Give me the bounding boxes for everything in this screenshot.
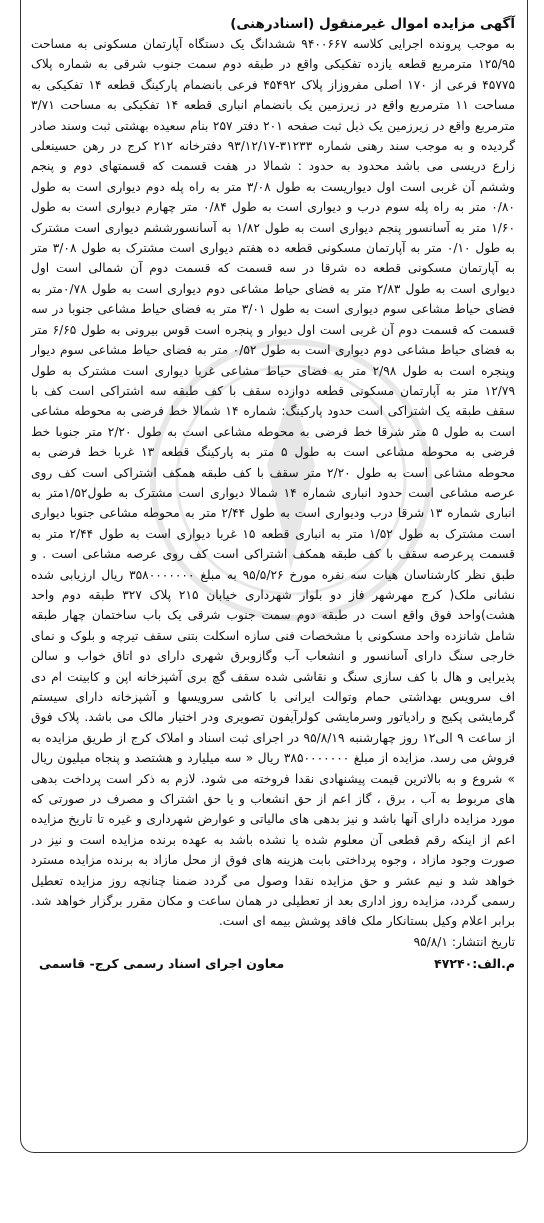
- notice-body: به موجب پرونده اجرایی کلاسه ۹۴۰۰۶۶۷ ششدانگ یک دستگاه آپارتمان مسکونی به مساحت ۱۲۵/۹۵ مترمربع قطعه یازده تفکیکی واقع در طبقه دوم سمت جنوب شرقی به شماره پلاک ۴۵۷۷۵ فرعی از ۱۷۰ اصلی مفروزاز پلاک ۴۵۴۹۲ فرعی بانضمام پارکینگ قطعه ۱۴ تفکیکی به مساحت ۱۱ مترمربع واقع در زیرزمین یک بانضمام انباری قطعه ۱۴ تفکیکی به مساحت ۳/۷۱ مترمربع واقع در زیرزمین یک ذیل ثبت صفحه ۲۰۱ دفتر ۲۵۷ بنام سعیده بهشتی ثبت وسند صادر گردیده و به موجب سند رهنی شماره ۳۱۲۳۳-۹۳/۱۲/۱۷ دفترخانه ۲۱۲ کرج در رهن حسینعلی زارع دریسی می باشد محدود به حدود : شمالا در هفت قسمت که قسمتهای دوم و پنجم وششم آن غربی است اول دیواریست به طول ۳/۰۸ متر به راه پله دوم دیواری است به طول ۰/۸۰ متر به راه پله سوم درب و دیواری است به طول ۰/۸۴ متر چهارم دیواری است به طول ۱/۶۰ متر به آسانسور پنجم دیواری است به طول ۱/۸۲ به آسانسورششم دیواری است مشترک به طول ۰/۱۰ متر به آپارتمان مسکونی قطعه ده هفتم دیواری است مشترک به طول ۳/۰۸ متر به آپارتمان مسکونی قطعه ده شرقا در سه قسمت که قسمت دوم آن شمالی است اول دیواری است به طول ۲/۸۳ متر به فضای حیاط مشاعی دوم دیواری است به طول ۰/۷۸متر به فضای حیاط مشاعی سوم دیواری است به طول ۳/۰۱ متر به فضای حیاط مشاعی جنوبا در سه قسمت که قسمت دوم آن غربی است اول دیوار و پنجره است قوس بیرونی به طول ۶/۶۵ متر به فضای حیاط مشاعی دوم دیواری است به طول ۰/۵۲ متر به فضای حیاط مشاعی سوم دیوار وپنجره است به طول ۲/۹۸ متر به فضای حیاط مشاعی غربا دیواری است مشترک به طول ۱۲/۷۹ متر به آپارتمان مسکونی قطعه دوازده سقف با کف طبقه سه اشتراکی است کف با سقف طبقه یک اشتراکی است حدود پارکینگ: شماره ۱۴ شمالا خط فرضی به محوطه مشاعی است به طول ۵ متر شرقا خط فرضی به محوطه مشاعی است به طول ۲/۲۰ متر جنوبا خط فرضی به محوطه مشاعی است به طول ۵ متر به پارکینگ قطعه ۱۳ غربا خط فرضی به محوطه مشاعی است به طول ۲/۲۰ متر سقف با کف طبقه همکف اشتراکی است کف روی عرصه مشاعی است حدود انباری شماره ۱۴ شمالا دیواری است مشترک به طول۱/۵۲متر به انباری شماره ۱۳ شرقا درب ودیواری است به طول ۲/۴۴ متر به محوطه مشاعی جنوبا دیواری است مشترک به طول ۱/۵۲ متر به انباری قطعه ۱۵ غربا دیواری است به طول ۲/۴۴ متر به قسمت پرعرصه سقف با کف طبقه همکف اشتراکی است کف روی عرصه مشاعی است . و طبق نظر کارشناسان هیات سه نفره مورخ ۹۵/۵/۲۶ به مبلغ ۳۵۸۰۰۰۰۰۰۰ ریال ارزیابی شده نشانی ملک( کرج مهرشهر فاز دو بلوار شهرداری خیابان ۲۱۵ پلاک ۳۲۷ طبقه دوم واحد هشت)واحد فوق واقع است در طبقه دوم سمت جنوب شرقی یک باب ساختمان چهار طبقه شامل شانزده واحد مسکونی با مشخصات فنی سازه اسکلت بتنی سقف تیرچه و بلوک و نمای خارجی سنگ دارای آسانسور و انشعاب آب وگازوبرق شهری دارای دو اتاق خواب و سالن پذیرایی و هال با کف سازی سنگ و نقاشی شده سقف گچ بری آشپزخانه اپن و کابینت ام دی اف سرویس بهداشتی حمام وتوالت ایرانی با کاشی سرویسها و آشپزخانه دارای سیستم گرمایشی پکیج و رادیاتور وسرمایشی کولرآیفون تصویری ودر اختیار مالک می باشد. پلاک فوق از ساعت ۹ الی۱۲ روز چهارشنبه ۹۵/۸/۱۹ در اجرای ثبت اسناد و املاک کرج از طریق مزایده به فروش می رسد. مزایده از مبلغ ۳۸۵۰۰۰۰۰۰۰ ریال « سه میلیارد و هشتصد و پنجاه میلیون ریال » شروع و به بالاترین قیمت پیشنهادی نقدا فروخته می شود. لازم به ذکر است پرداخت بدهی های مربوط به آب ، برق ، گاز اعم از حق انشعاب و یا حق اشتراک و مصرف در صورتی که مورد مزایده دارای آنها باشد و نیز بدهی های مالیاتی و عوارض شهرداری و غیره تا تاریخ مزایده اعم از اینکه رقم قطعی آن معلوم شده یا نشده باشد به عهده برنده مزایده است و نیز در صورت وجود مازاد ، وجوه پرداختی بابت هزینه های فوق از محل مازاد به برنده مزایده مسترد خواهد شد و نیم عشر و حق مزایده نقدا وصول می گردد ضمنا چنانچه روز مزایده تعطیل رسمی گردد، مزایده روز اداری بعد از تعطیلی در همان ساعت و مکان مقرر برگزار خواهد شد. برابر اعلام وکیل بستانکار ملک فاقد پوشش بیمه ای است.: [31, 37, 516, 929]
- notice-signature: معاون اجرای اسناد رسمی کرج- قاسمی: [39, 955, 285, 971]
- notice-title: آگهی مزایده اموال غیرمنقول (اسنادرهنی): [230, 16, 515, 32]
- notice-code: م.الف:۴۷۲۴۰: [434, 955, 515, 971]
- auction-notice: [20, 0, 528, 1153]
- notice-footer: [31, 954, 515, 974]
- publish-date: تاریخ انتشار: ۹۵/۸/۱: [413, 934, 515, 949]
